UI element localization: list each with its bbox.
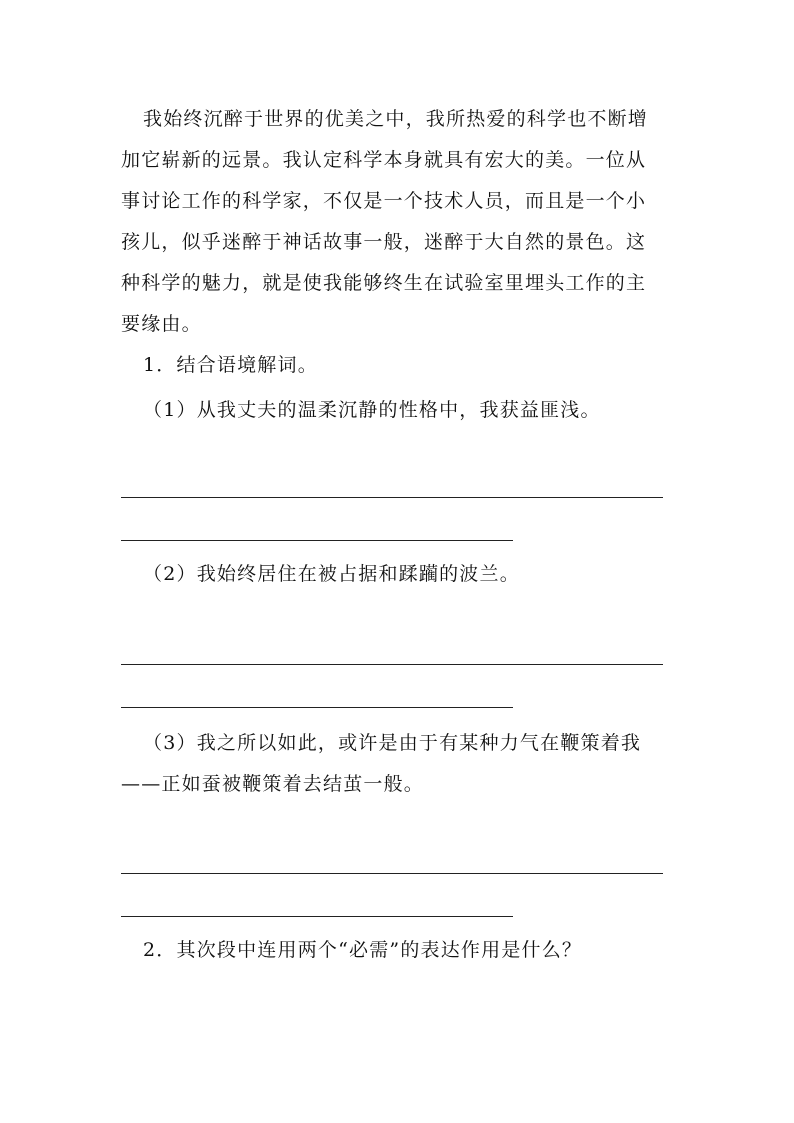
- passage-line-4: 孩儿，似乎迷醉于神话故事一般，迷醉于大自然的景色。这: [121, 231, 647, 253]
- passage-line-3: 事讨论工作的科学家，不仅是一个技术人员，而且是一个小: [121, 190, 647, 212]
- answer-line[interactable]: [121, 707, 513, 708]
- question-1-item-3: （3）我之所以如此，或许是由于有某种力气在鞭策着我: [143, 732, 642, 754]
- answer-line[interactable]: [121, 873, 663, 874]
- answer-line[interactable]: [121, 664, 663, 665]
- passage-line-1: 我始终沉醉于世界的优美之中，我所热爱的科学也不断增: [143, 108, 649, 130]
- question-1-item-1: （1）从我丈夫的温柔沉静的性格中，我获益匪浅。: [143, 399, 601, 421]
- answer-line[interactable]: [121, 916, 513, 917]
- passage-line-6: 要缘由。: [121, 313, 202, 335]
- passage-line-5: 种科学的魅力，就是使我能够终生在试验室里埋头工作的主: [121, 272, 647, 294]
- question-1-item-3-continued: ——正如蚕被鞭策着去结茧一般。: [121, 773, 425, 795]
- answer-line[interactable]: [121, 540, 513, 541]
- question-1-prompt: 1．结合语境解词。: [143, 354, 318, 376]
- question-1-item-2: （2）我始终居住在被占据和蹂躏的波兰。: [143, 563, 520, 585]
- passage-line-2: 加它崭新的远景。我认定科学本身就具有宏大的美。一位从: [121, 149, 647, 171]
- question-2-prompt: 2．其次段中连用两个“必需”的表达作用是什么？: [143, 939, 583, 961]
- answer-line[interactable]: [121, 497, 663, 498]
